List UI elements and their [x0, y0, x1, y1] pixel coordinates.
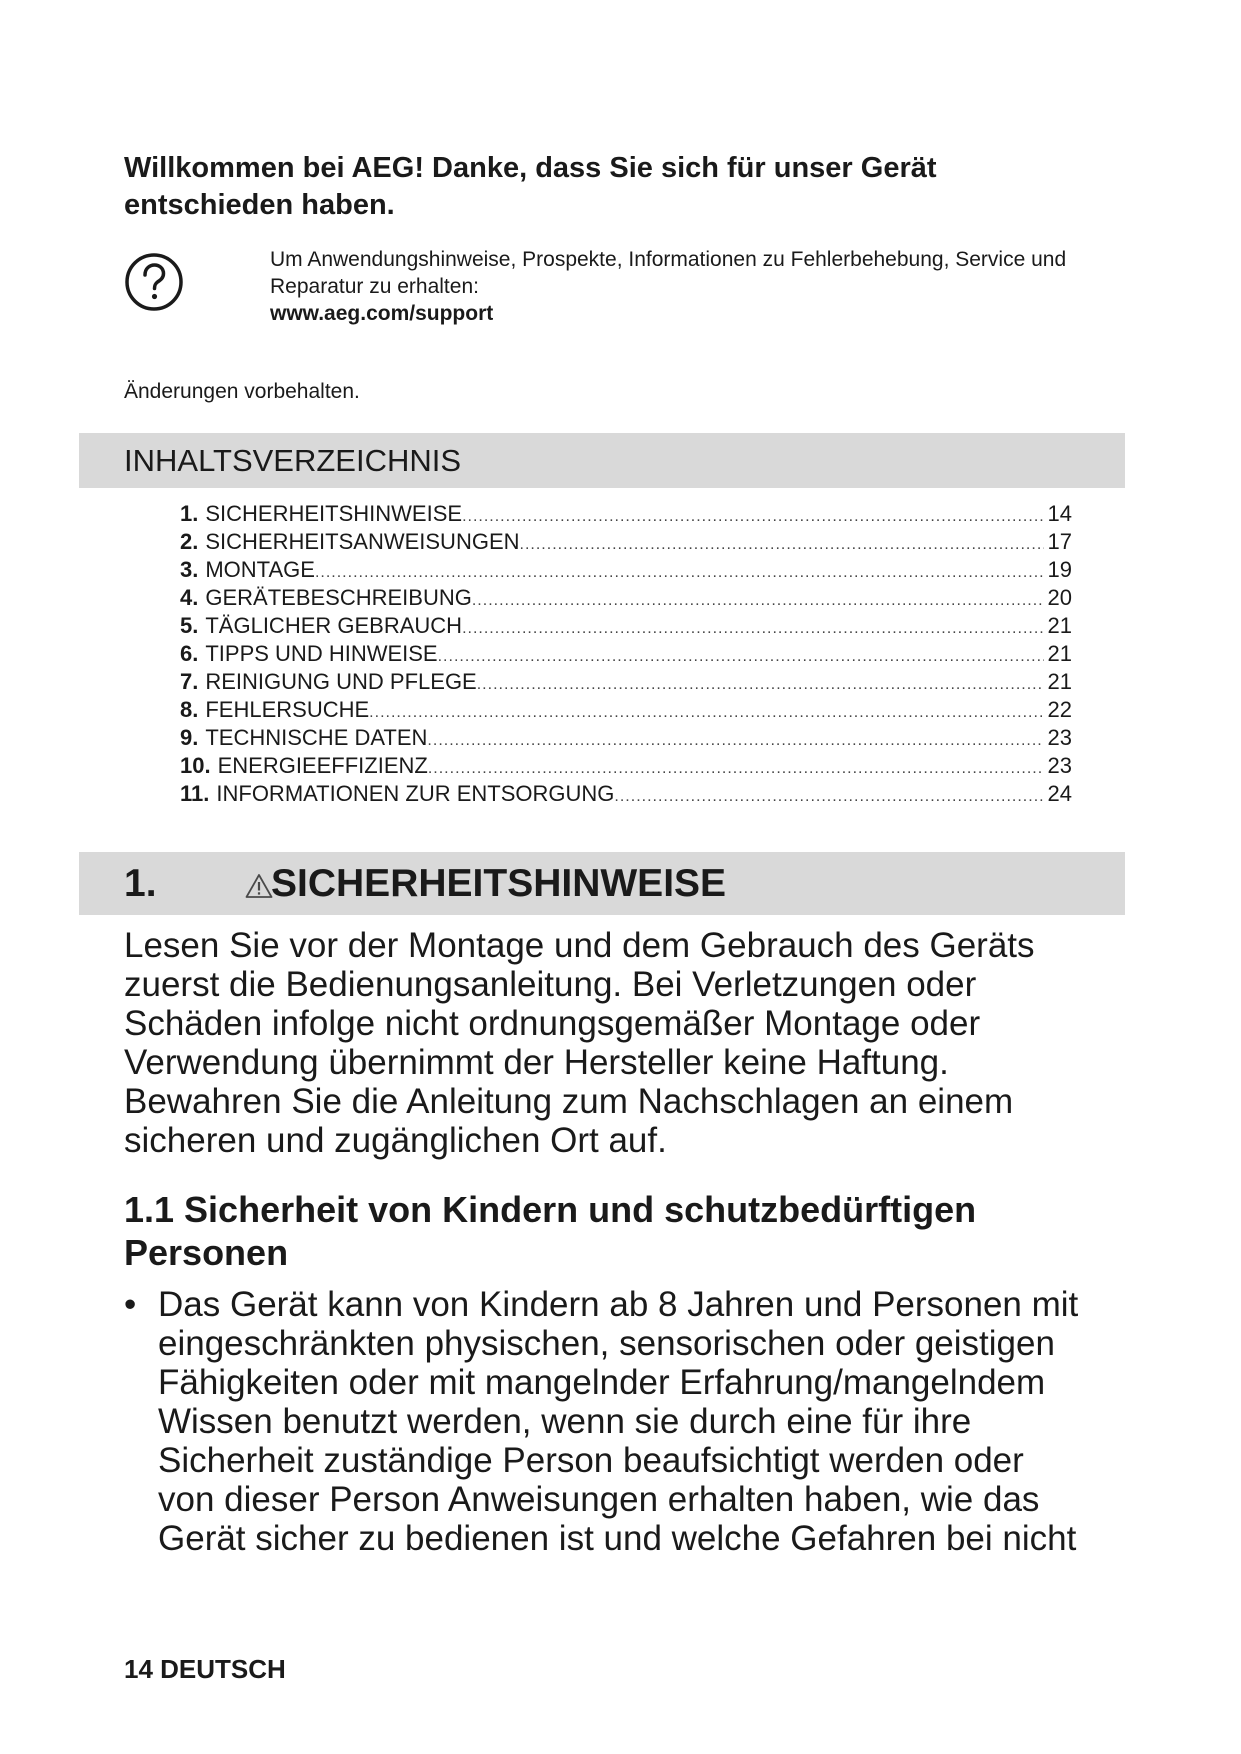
intro-line: Bewahren Sie die Anleitung zum Nachschlagen an einem	[124, 1082, 1014, 1121]
toc-entry[interactable]	[180, 668, 1072, 696]
toc-entry-page: 23	[1047, 753, 1072, 778]
bullet-line: Gerät sicher zu bedienen ist und welche Gefahren bei nicht	[158, 1519, 1077, 1558]
bullet-line: Fähigkeiten oder mit mangelnder Erfahrung/mangelndem	[158, 1363, 1046, 1402]
question-circle-icon	[124, 252, 184, 312]
toc-entry-number: 7.	[180, 669, 199, 694]
toc-entry-title: FEHLERSUCHE	[205, 697, 370, 722]
toc-dot-leader	[614, 783, 1043, 811]
toc-entry-number: 4.	[180, 585, 199, 610]
subheading-line-2: Personen	[124, 1232, 289, 1273]
toc-dot-leader	[428, 755, 1044, 783]
page-footer: 14 DEUTSCH	[124, 1654, 286, 1684]
toc-entry-page: 21	[1047, 641, 1072, 666]
toc-entry[interactable]	[180, 724, 1072, 752]
toc-entry[interactable]	[180, 528, 1072, 556]
toc-entry-title: REINIGUNG UND PFLEGE	[205, 669, 477, 694]
toc-entry-page: 21	[1047, 613, 1072, 638]
toc-entry-page: 20	[1047, 585, 1072, 610]
toc-entry-title: TÄGLICHER GEBRAUCH	[205, 613, 463, 638]
welcome-line-1: Willkommen bei AEG! Danke, dass Sie sich für unser Gerät	[124, 152, 937, 184]
toc-entry-number: 5.	[180, 613, 199, 638]
changes-note: Änderungen vorbehalten.	[124, 380, 360, 403]
bullet-marker: •	[124, 1285, 137, 1324]
toc-dot-leader	[472, 587, 1044, 615]
support-line-1: Um Anwendungshinweise, Prospekte, Informationen zu Fehlerbehebung, Service und	[270, 248, 1067, 271]
bullet-line: Sicherheit zuständige Person beaufsichtigt werden oder	[158, 1441, 1024, 1480]
toc-entry[interactable]	[180, 696, 1072, 724]
section-title: SICHERHEITSHINWEISE	[271, 862, 727, 905]
toc-entry-page: 22	[1047, 697, 1072, 722]
toc-heading: INHALTSVERZEICHNIS	[124, 443, 462, 478]
toc-dot-leader	[477, 671, 1044, 699]
bullet-text	[158, 1285, 1118, 1558]
intro-line: zuerst die Bedienungsanleitung. Bei Verletzungen oder	[124, 965, 977, 1004]
toc-entry-number: 9.	[180, 725, 199, 750]
toc-entry-title: GERÄTEBESCHREIBUNG	[205, 585, 472, 610]
section-intro	[124, 926, 1104, 1160]
section-number: 1.	[124, 862, 157, 905]
intro-line: sicheren und zugänglichen Ort auf.	[124, 1121, 667, 1160]
warning-triangle-icon	[245, 873, 273, 899]
support-line-2: Reparatur zu erhalten:	[270, 275, 479, 298]
intro-line: Lesen Sie vor der Montage und dem Gebrauch des Geräts	[124, 926, 1035, 965]
intro-line: Schäden infolge nicht ordnungsgemäßer Montage oder	[124, 1004, 981, 1043]
toc-entry-title: ENERGIEEFFIZIENZ	[217, 753, 428, 778]
toc-entry-page: 21	[1047, 669, 1072, 694]
toc-dot-leader	[520, 531, 1044, 559]
subsection-heading	[124, 1188, 1104, 1274]
toc-entry-number: 1.	[180, 501, 199, 526]
toc-entry-number: 11.	[180, 781, 210, 806]
toc-dot-leader	[462, 503, 1043, 531]
support-info	[270, 246, 1130, 327]
toc-entry-number: 2.	[180, 529, 199, 554]
toc-entry[interactable]	[180, 500, 1072, 528]
toc-entry-title: SICHERHEITSANWEISUNGEN	[205, 529, 520, 554]
bullet-line: von dieser Person Anweisungen erhalten haben, wie das	[158, 1480, 1040, 1519]
toc-entry-page: 17	[1047, 529, 1072, 554]
toc-entry-title: TIPPS UND HINWEISE	[205, 641, 438, 666]
bullet-line: Wissen benutzt werden, wenn sie durch eine für ihre	[158, 1402, 972, 1441]
section-1-header	[79, 852, 1125, 915]
welcome-heading	[124, 150, 1024, 224]
toc-entry[interactable]	[180, 640, 1072, 668]
toc-entry-number: 10.	[180, 753, 211, 778]
toc-dot-leader	[369, 699, 1043, 727]
toc-dot-leader	[438, 643, 1044, 671]
toc-entry-page: 14	[1047, 501, 1072, 526]
toc-entry-number: 3.	[180, 557, 199, 582]
bullet-line: eingeschränkten physischen, sensorischen oder geistigen	[158, 1324, 1055, 1363]
toc-entry-number: 6.	[180, 641, 199, 666]
bullet-line: Das Gerät kann von Kindern ab 8 Jahren und Personen mit	[158, 1285, 1079, 1324]
toc-dot-leader	[462, 615, 1043, 643]
table-of-contents	[180, 500, 1072, 808]
welcome-line-2: entschieden haben.	[124, 189, 395, 221]
support-url: www.aeg.com/support	[270, 302, 494, 325]
toc-entry-title: SICHERHEITSHINWEISE	[205, 501, 463, 526]
toc-dot-leader	[315, 559, 1044, 587]
toc-entry[interactable]	[180, 752, 1072, 780]
toc-entry-title: TECHNISCHE DATEN	[205, 725, 428, 750]
toc-entry[interactable]	[180, 556, 1072, 584]
toc-entry-page: 23	[1047, 725, 1072, 750]
toc-header	[79, 433, 1125, 488]
toc-entry[interactable]	[180, 612, 1072, 640]
toc-entry[interactable]	[180, 780, 1072, 808]
toc-entry-page: 19	[1047, 557, 1072, 582]
toc-entry[interactable]	[180, 584, 1072, 612]
toc-dot-leader	[427, 727, 1043, 755]
toc-entry-page: 24	[1047, 781, 1072, 806]
toc-entry-number: 8.	[180, 697, 199, 722]
intro-line: Verwendung übernimmt der Hersteller keine Haftung.	[124, 1043, 949, 1082]
toc-entry-title: MONTAGE	[205, 557, 315, 582]
subheading-line-1: 1.1 Sicherheit von Kindern und schutzbedürftigen	[124, 1189, 977, 1230]
toc-entry-title: INFORMATIONEN ZUR ENTSORGUNG	[216, 781, 615, 806]
